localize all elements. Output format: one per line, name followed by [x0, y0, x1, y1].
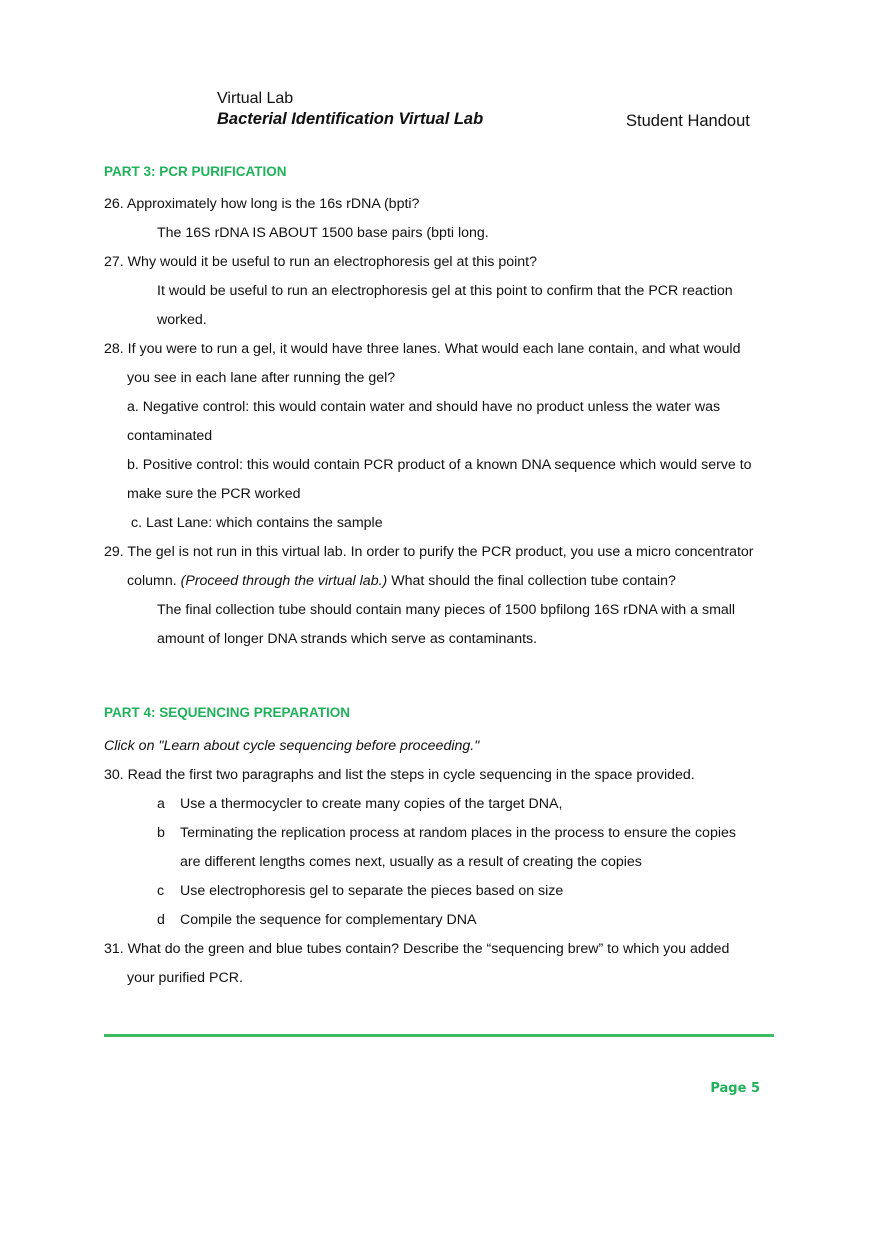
question-26: 26. Approximately how long is the 16s rDNA (bpti? [104, 196, 420, 212]
question-29-line1: 29. The gel is not run in this virtual lab. In order to purify the PCR product, you use a micro concentrator [104, 544, 754, 560]
step-text-b: Terminating the replication process at random places in the process to ensure the copies [180, 825, 736, 841]
question-28-line2: you see in each lane after running the gel? [127, 370, 396, 386]
question-29-text-a: column. [127, 573, 181, 589]
part4-instruction: Click on "Learn about cycle sequencing before proceeding." [104, 738, 480, 754]
step-marker-c: c [157, 883, 165, 899]
footer-divider [104, 1034, 774, 1037]
page-number: Page 5 [710, 1081, 760, 1096]
part4-heading: PART 4: SEQUENCING PREPARATION [104, 705, 351, 720]
step-text-c: Use electrophoresis gel to separate the pieces based on size [180, 883, 564, 899]
step-text-d: Compile the sequence for complementary DNA [180, 912, 477, 928]
answer-27-line1: It would be useful to run an electrophoresis gel at this point to confirm that the PCR reaction [157, 283, 733, 299]
question-27: 27. Why would it be useful to run an electrophoresis gel at this point? [104, 254, 537, 270]
header-title: Virtual Lab [217, 90, 294, 107]
question-30: 30. Read the first two paragraphs and list the steps in cycle sequencing in the space provided. [104, 767, 695, 783]
answer-27-line2: worked. [157, 312, 207, 328]
answer-26: The 16S rDNA IS ABOUT 1500 base pairs (bpti long. [157, 225, 489, 241]
step-text-b-continued: are different lengths comes next, usually as a result of creating the copies [180, 854, 642, 870]
answer-29-line1: The final collection tube should contain many pieces of 1500 bpfilong 16S rDNA with a small [157, 602, 736, 618]
step-text-a: Use a thermocycler to create many copies of the target DNA, [180, 796, 563, 812]
question-31-line2: your purified PCR. [127, 970, 243, 986]
question-29-line2 [127, 571, 676, 591]
question-29-text-c: What should the final collection tube contain? [387, 573, 676, 589]
step-marker-d: d [157, 912, 165, 928]
step-marker-a: a [157, 796, 165, 812]
question-31-line1: 31. What do the green and blue tubes contain? Describe the “sequencing brew” to which you added [104, 941, 730, 957]
step-marker-b: b [157, 825, 165, 841]
answer-28c: c. Last Lane: which contains the sample [131, 515, 383, 531]
part3-heading: PART 3: PCR PURIFICATION [104, 164, 287, 179]
header-subtitle: Bacterial Identification Virtual Lab [217, 110, 484, 128]
answer-29-line2: amount of longer DNA strands which serve as contaminants. [157, 631, 538, 647]
question-28-line1: 28. If you were to run a gel, it would have three lanes. What would each lane contain, and what would [104, 341, 741, 357]
answer-28b-line1: b. Positive control: this would contain PCR product of a known DNA sequence which would serve to [127, 457, 752, 473]
answer-28a-line1: a. Negative control: this would contain water and should have no product unless the water was [127, 399, 721, 415]
answer-28a-line2: contaminated [127, 428, 213, 444]
question-29-italic-note: (Proceed through the virtual lab.) [180, 573, 388, 589]
answer-28b-line2: make sure the PCR worked [127, 486, 301, 502]
header-handout-label: Student Handout [626, 112, 750, 130]
